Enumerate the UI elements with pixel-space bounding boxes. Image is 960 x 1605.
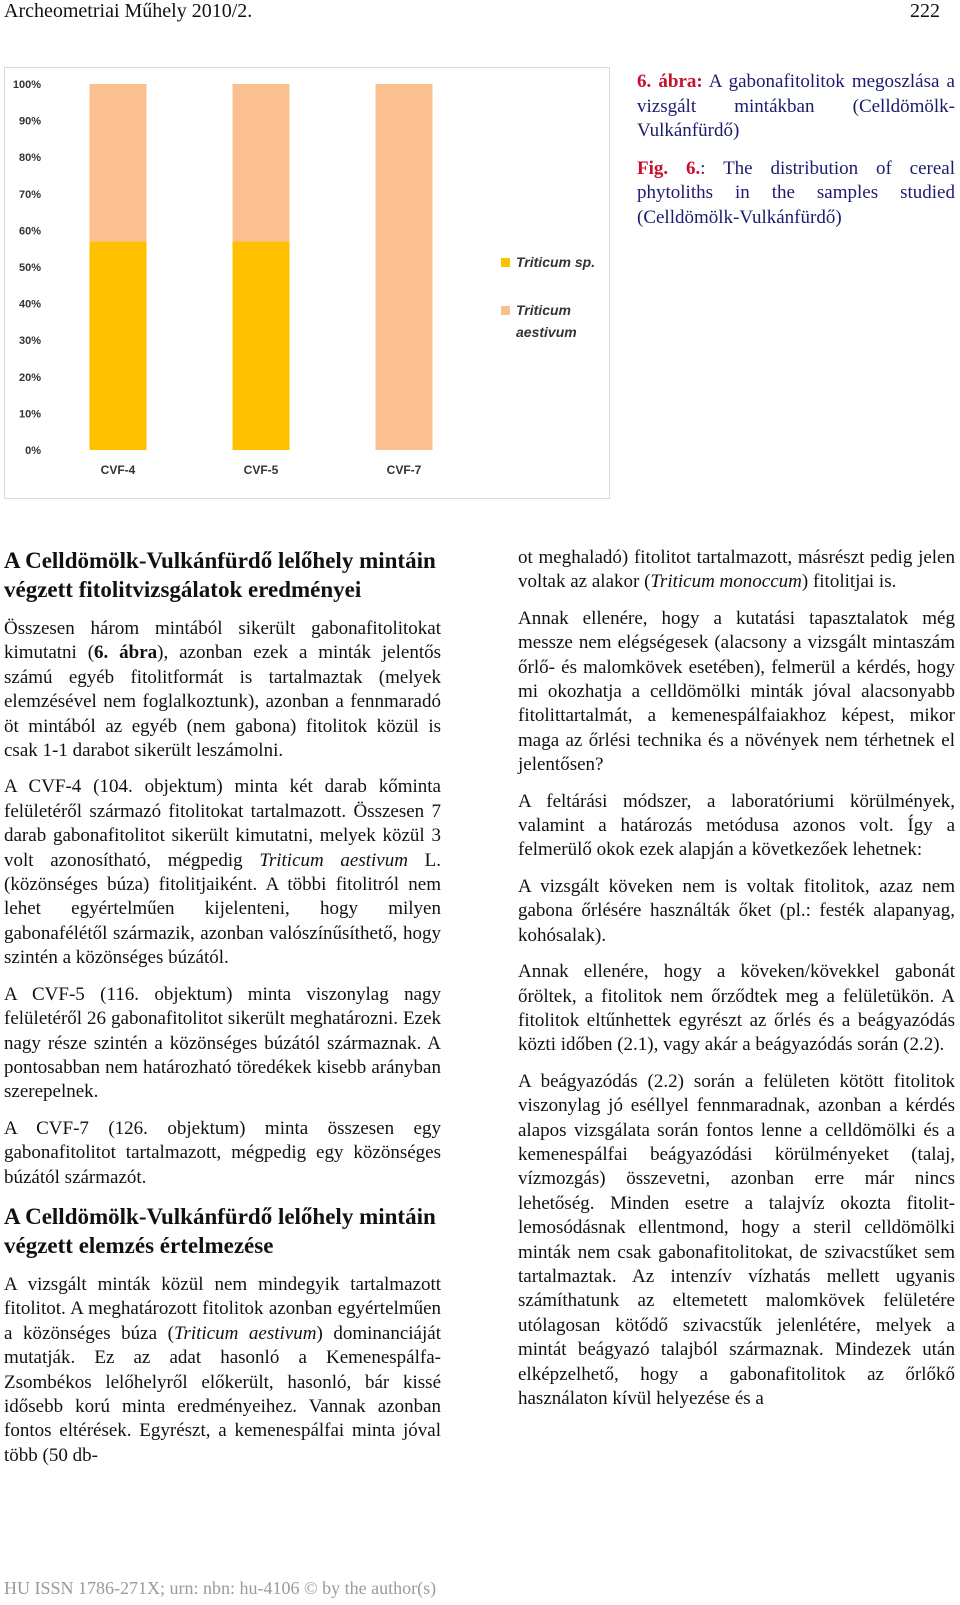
bar-cvf-4-triticum-aestivum (90, 84, 147, 241)
text-span: A vizsgált minták közül nem mindegyik tartalmazott fitolitot. A meghatározott fitolitok azonban egyértelműen a közönséges búza ( (4, 1273, 441, 1344)
legend-swatch (501, 306, 510, 315)
legend-label: Triticum (516, 302, 571, 318)
legend-label: aestivum (516, 324, 577, 340)
page-number: 222 (910, 0, 940, 22)
paragraph: A CVF-7 (126. objektum) minta összesen egy gabonafitolitot tartalmazott, mégpedig egy közönséges búzától származót. (4, 1117, 441, 1188)
caption-english (637, 157, 955, 231)
caption-hu-text: A gabonafitolitok megoszlása a vizsgált mintákban (Celldömölk-Vulkánfürdő) (637, 71, 955, 141)
species-name: Triticum aestivum (173, 1322, 317, 1344)
species-name: Triticum monoccum (650, 571, 802, 593)
paragraph (518, 546, 955, 595)
text-span: ot meghaladó) fitolitot tartalmazott, másrészt pedig jelen voltak az alakor ( (518, 547, 955, 593)
figure-caption (637, 70, 955, 243)
species-name: Triticum aestivum (259, 849, 408, 871)
paragraph: Annak ellenére, hogy a kutatási tapasztalatok még messze nem elégségesek (alacsony a vizsgált mintaszám őrlő- és malomkövek esetében), felmerül a kérdés, hogy mi okozhatja a celldömölki minták jóval alacsonyabb fitolittartalmát, a kemenespálfaiakhoz képest, mikor maga az őrlési technika és a növények nem térhetnek el jelentősen? (518, 607, 955, 776)
y-tick-label: 20% (18, 371, 41, 384)
text-span: ) dominanciáját mutatják. Ez az adat hasonló a Kemenespálfa-Zsombékos lelőhelyről előkerült, hasonló, bár kissé idősebb korú minta eredményeihez. Vannak azonban fontos eltérések. Egyrészt, a kemenespálfai minta jóval több (50 db- (4, 1322, 441, 1466)
paragraph (4, 617, 441, 763)
legend-label: Triticum sp. (516, 254, 596, 270)
journal-header: Archeometriai Műhely 2010/2. (4, 0, 253, 22)
caption-en-label: Fig. 6. (637, 157, 701, 179)
phytolith-chart (4, 67, 610, 499)
y-tick-label: 90% (18, 115, 41, 128)
figure-reference: 6. ábra (94, 642, 158, 664)
y-tick-label: 40% (18, 298, 41, 311)
x-tick-label: CVF-5 (243, 463, 279, 477)
paragraph (4, 1273, 441, 1468)
y-tick-label: 0% (25, 445, 41, 457)
x-tick-label: CVF-7 (386, 463, 422, 477)
text-span: Összesen három mintából sikerült gabonafitolitokat kimutatni ( (4, 618, 441, 664)
text-span: ) fitolitjai is. (801, 571, 897, 593)
section-heading-interpretation: A Celldömölk-Vulkánfürdő lelőhely mintáin végzett elemzés értelmezése (4, 1203, 436, 1258)
bar-cvf-7-triticum-aestivum (376, 84, 433, 450)
legend-swatch (501, 258, 510, 267)
section-heading-results: A Celldömölk-Vulkánfürdő lelőhely mintáin végzett fitolitvizsgálatok eredményei (4, 548, 436, 602)
y-tick-label: 50% (18, 262, 41, 274)
bar-cvf-4-triticum-sp (90, 241, 147, 450)
y-tick-label: 70% (18, 188, 41, 201)
paragraph: Annak ellenére, hogy a köveken/kövekkel gabonát őröltek, a fitolitok nem őrződtek meg a felületükön. A fitolitok eltűnhettek egyrészt az őrlés és a beágyazódás közti időben (2.1), vagy akár a beágyazódás során (2.2). (518, 961, 955, 1056)
paragraph: A feltárási módszer, a laboratóriumi körülmények, valamint a határozás metódusa azonos volt. Így a felmerülő okok ezek alapján a következőek lehetnek: (518, 790, 955, 861)
footer-issn: HU ISSN 1786-271X; urn: nbn: hu-4106 © by the author(s) (4, 1578, 437, 1598)
y-tick-label: 30% (18, 335, 41, 348)
y-tick-label: 60% (18, 225, 41, 238)
y-tick-label: 100% (12, 79, 41, 91)
text-span: L. (közönséges búza) fitolitjaiként. A többi fitolitról nem lehet egyértelműen kijelenteni, hogy milyen gabonafélétől származik, azonban valószínűsíthető, hogy szintén a közönséges búzától. (4, 849, 442, 969)
paragraph (4, 775, 441, 970)
right-column (518, 546, 955, 1423)
text-span: A CVF-4 (104. objektum) minta két darab kőminta felületéről származó fitolitokat tartalmazott. Összesen 7 darab gabonafitolitot sikerült kimutatni, melyek közül 3 volt azonosítható, mégpedig (4, 776, 441, 871)
caption-en-text: : The distribution of cereal phytoliths in the samples studied (Celldömölk-Vulkánfürdő) (637, 157, 955, 228)
y-tick-label: 80% (18, 152, 41, 165)
left-column (4, 546, 441, 1480)
bar-cvf-5-triticum-sp (233, 241, 290, 450)
chart-svg (5, 68, 609, 498)
paragraph: A beágyazódás (2.2) során a felületen kötött fitolitok viszonylag jó eséllyel fennmaradnak, azonban a kérdés alapos vizsgálata során fontos lenne a celldömölki és a kemenespálfai beágyazódási körülményeket (talaj, vízmozgás) összevetni, azonban erre már nincs lehetőség. Minden esetre a talajvíz okozta fitolit-lemosódásnak ellentmond, hogy a steril celldömölki minták nem csak gabonafitolitokat, de szivacstűket sem tartalmaztak. Az intenzív vízhatás mellett ugyanis számíthatunk az eltemetett malomkövek felületére utólagosan kötődő szivacstűk jelenlétére, melyek a mintát beágyazó talajból származnak. Mindezek után elképzelhető, hogy a gabonafitolitok az őrlőkő használaton kívül helyezése és a (518, 1070, 955, 1409)
paragraph: A CVF-5 (116. objektum) minta viszonylag nagy felületéről 26 gabonafitolitot sikerült meghatározni. Ezek nagy része szintén a közönséges búzától származnak. A pontosabban nem határozható töredékek kisebb arányban szerepelnek. (4, 983, 441, 1103)
paragraph: A vizsgált köveken nem is voltak fitolitok, azaz nem gabona őrlésére használták őket (pl.: festék alapanyag, kohósalak). (518, 875, 955, 946)
bar-cvf-5-triticum-aestivum (233, 84, 290, 241)
caption-hungarian (637, 70, 955, 144)
text-span: ), azonban ezek a minták jelentős számú egyéb fitolitformát is tartalmaztak (melyek elemzésével nem foglalkoztunk), azonban a fennmaradó öt mintából az egyéb (nem gabona) fitolitok közül is csak 1-1 darabot sikerült leszámolni. (4, 642, 441, 762)
x-tick-label: CVF-4 (100, 463, 136, 477)
caption-hu-label: 6. ábra: (637, 71, 703, 92)
y-tick-label: 10% (18, 408, 41, 421)
